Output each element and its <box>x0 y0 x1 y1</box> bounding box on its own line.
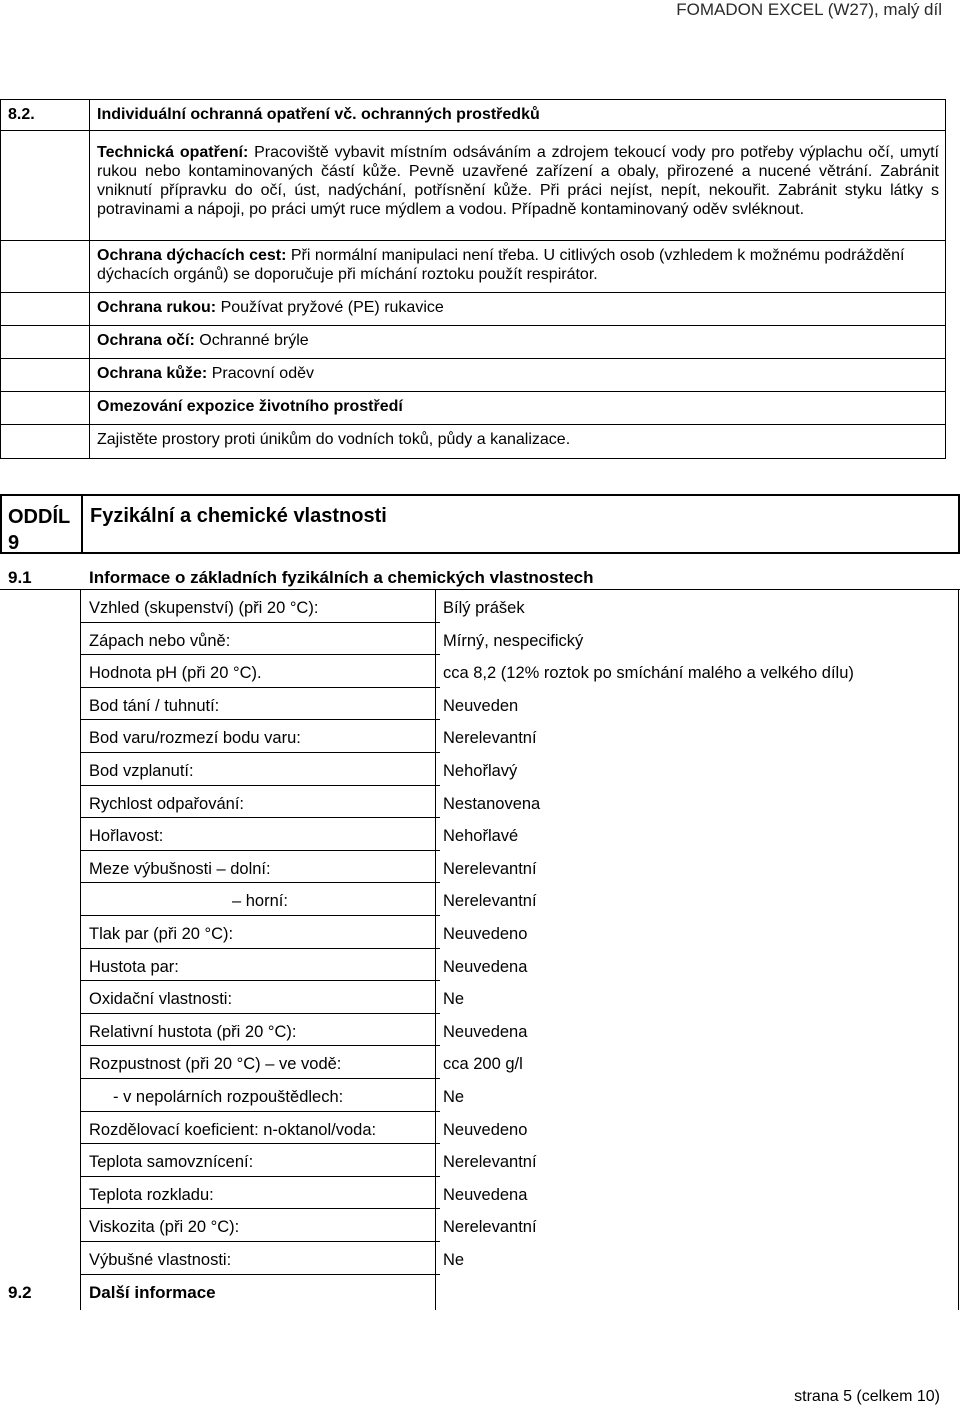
property-row <box>0 753 960 786</box>
property-label: Bod varu/rozmezí bodu varu: <box>89 729 301 748</box>
property-row <box>0 1014 960 1047</box>
property-value: cca 200 g/l <box>443 1055 523 1074</box>
property-label: Oxidační vlastnosti: <box>89 990 233 1009</box>
property-value: Neuvedena <box>443 957 528 976</box>
property-label: Teplota samovznícení: <box>89 1153 254 1172</box>
property-value: Neuvedena <box>443 1185 528 1204</box>
eye-protection-row <box>1 326 945 359</box>
property-label: Hodnota pH (při 20 °C). <box>89 664 262 683</box>
property-label: Meze výbušnosti – dolní: <box>89 859 271 878</box>
property-row <box>0 1177 960 1210</box>
property-label: Hustota par: <box>89 957 179 976</box>
property-row <box>0 590 960 623</box>
property-value: Nerelevantní <box>443 892 537 911</box>
property-value: Nehořlavé <box>443 827 519 846</box>
property-row <box>0 1242 960 1275</box>
property-value: Nestanovena <box>443 794 541 813</box>
property-row <box>0 1209 960 1242</box>
property-value: Nerelevantní <box>443 729 537 748</box>
respiratory-protection-row <box>1 241 945 293</box>
section-9-1-heading <box>0 566 960 590</box>
property-row <box>0 688 960 721</box>
property-row <box>0 981 960 1014</box>
property-label: - v nepolárních rozpouštědlech: <box>113 1088 344 1106</box>
property-value: Neuvedena <box>443 1022 528 1041</box>
respiratory-protection-text: Ochrana dýchacích cest: Při normální manipulaci není třeba. U citlivých osob (vzhledem k možnému podráždění dýchacích orgánů) se doporučuje při míchání roztoku použít respirátor. <box>97 247 905 283</box>
environmental-exposure-title-row <box>1 392 945 425</box>
property-label: Výbušné vlastnosti: <box>89 1251 232 1269</box>
property-row <box>0 949 960 982</box>
property-value: Neuveden <box>443 696 519 715</box>
section-9-2-title: Další informace <box>89 1283 216 1302</box>
property-label: Rychlost odpařování: <box>89 794 245 813</box>
property-row <box>0 851 960 884</box>
property-row <box>0 1046 960 1079</box>
section-8-2-title: Individuální ochranná opatření vč. ochranných prostředků <box>97 106 540 123</box>
row-divider <box>80 1274 440 1275</box>
page-number: strana 5 (celkem 10) <box>794 1388 940 1405</box>
document-header-title: FOMADON EXCEL (W27), malý díl <box>676 0 942 19</box>
skin-protection-label: Ochrana kůže: <box>97 365 208 382</box>
eye-protection-text: Ochranné brýle <box>194 332 309 349</box>
property-label: Vzhled (skupenství) (při 20 °C): <box>89 599 319 617</box>
section-9-1-number: 9.1 <box>8 568 32 587</box>
skin-protection-text: Pracovní oděv <box>207 365 314 382</box>
section-9-label: ODDÍL 9 <box>2 496 83 552</box>
technical-measures-label: Technická opatření: <box>97 144 249 161</box>
property-row <box>0 1112 960 1145</box>
property-value: Mírný, nespecifický <box>443 631 584 650</box>
section-9-2-number: 9.2 <box>8 1283 32 1302</box>
property-label: Rozpustnost (při 20 °C) – ve vodě: <box>89 1055 342 1074</box>
hand-protection-text: Používat pryžové (PE) rukavice <box>216 299 444 316</box>
hand-protection-row <box>1 293 945 326</box>
section-8-2-number: 8.2. <box>1 100 90 130</box>
property-row <box>0 786 960 819</box>
property-row <box>0 1079 960 1112</box>
property-label: Viskozita (při 20 °C): <box>89 1218 240 1237</box>
section-8-2-table <box>0 99 946 459</box>
property-label: Hořlavost: <box>89 827 164 846</box>
environmental-exposure-row <box>1 425 945 458</box>
section-9-1-title: Informace o základních fyzikálních a chemických vlastnostech <box>89 568 594 587</box>
property-row <box>0 883 960 916</box>
property-label: Teplota rozkladu: <box>89 1185 214 1204</box>
properties-table <box>0 590 960 1310</box>
property-value: Ne <box>443 1088 465 1106</box>
section-9-title: Fyzikální a chemické vlastnosti <box>90 505 387 527</box>
environmental-exposure-title: Omezování expozice životního prostředí <box>97 398 403 415</box>
environmental-exposure-text: Zajistěte prostory proti únikům do vodních toků, půdy a kanalizace. <box>97 431 571 448</box>
property-label: Rozdělovací koeficient: n-oktanol/voda: <box>89 1120 377 1139</box>
section-8-2-title-row <box>1 100 945 131</box>
section-9-header <box>0 494 960 554</box>
property-value: Neuvedeno <box>443 925 528 943</box>
property-value: Bílý prášek <box>443 599 525 617</box>
property-value: Nerelevantní <box>443 1218 537 1237</box>
property-label: Tlak par (při 20 °C): <box>89 925 234 943</box>
property-row <box>0 818 960 851</box>
property-label: Zápach nebo vůně: <box>89 631 231 650</box>
property-row <box>0 916 960 949</box>
property-value: Neuvedeno <box>443 1120 528 1139</box>
property-value: Nerelevantní <box>443 1153 537 1172</box>
property-row <box>0 1144 960 1177</box>
technical-measures-text: Technická opatření: Pracoviště vybavit místním odsáváním a zdrojem tekoucí vody pro potřeby výplachu očí, umytí rukou nebo kontaminovaných částí kůže. Pevně uzavřené zařízení a obaly, přirozené a nucené větrání. Zabránit vniknutí přípravku do očí, úst, nadýchání, potřísnění kůže. Při práci nejíst, nepít, nekouřit. Zabránit styku látky s potravinami a nápoji, po práci umýt ruce mýdlem a vodou. Případně kontaminovaný oděv svléknout. <box>97 144 939 218</box>
hand-protection-label: Ochrana rukou: <box>97 299 217 316</box>
property-label: – horní: <box>232 892 288 911</box>
property-value: Nerelevantní <box>443 859 537 878</box>
property-label: Bod tání / tuhnutí: <box>89 696 220 715</box>
property-label: Bod vzplanutí: <box>89 762 194 780</box>
respiratory-protection-label: Ochrana dýchacích cest: <box>97 247 287 264</box>
property-value: Nehořlavý <box>443 762 518 780</box>
property-value: Ne <box>443 990 465 1009</box>
property-label: Relativní hustota (při 20 °C): <box>89 1022 297 1041</box>
property-value: cca 8,2 (12% roztok po smíchání malého a velkého dílu) <box>443 664 854 683</box>
property-value: Ne <box>443 1251 465 1269</box>
technical-measures-row <box>1 131 945 241</box>
property-row <box>0 655 960 688</box>
property-row <box>0 720 960 753</box>
property-row <box>0 623 960 656</box>
eye-protection-label: Ochrana očí: <box>97 332 195 349</box>
skin-protection-row <box>1 359 945 392</box>
